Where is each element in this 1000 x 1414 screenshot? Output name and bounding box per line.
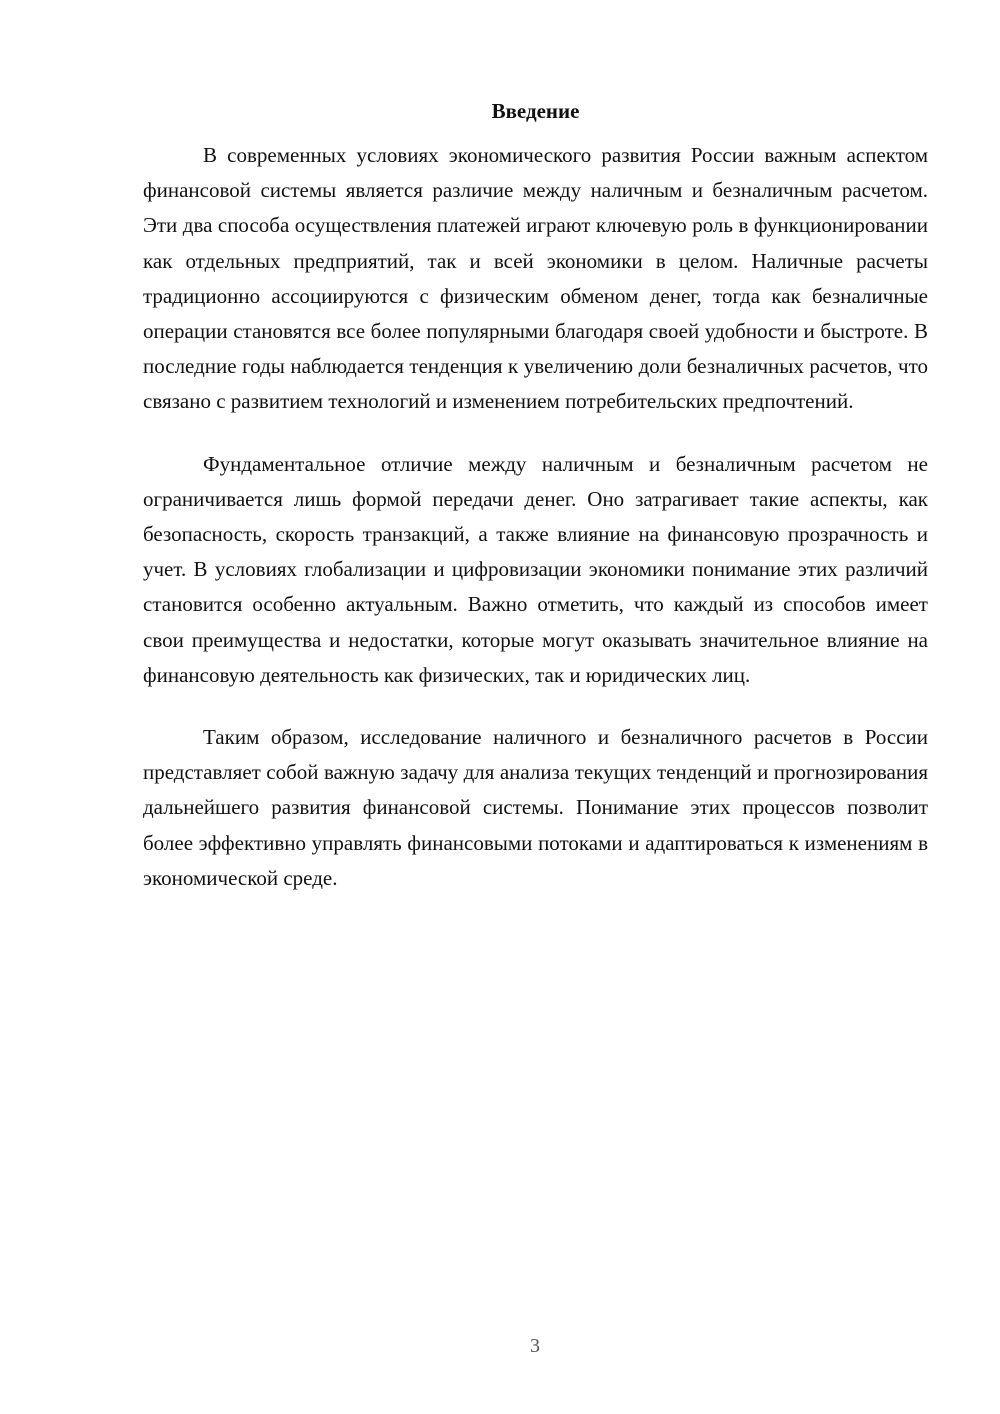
page-number: 3 — [530, 1335, 540, 1357]
paragraph: В современных условиях экономического развития России важным аспектом финансовой системы является различие между наличным и безналичным расчетом. Эти два способа осуществления платежей играют ключевую роль в функционировании как отдельных предприятий, так и всей экономики в целом. Наличные расчеты традиционно ассоциируются с физическим обменом денег, тогда как безналичные операции становятся все более популярными благодаря своей удобности и быстроте. В последние годы наблюдается тенденция к увеличению доли безналичных расчетов, что связано с развитием технологий и изменением потребительских предпочтений. — [143, 143, 928, 414]
paragraph: Таким образом, исследование наличного и безналичного расчетов в России представляет собой важную задачу для анализа текущих тенденций и прогнозирования дальнейшего развития финансовой системы. Понимание этих процессов позволит более эффективно управлять финансовыми потоками и адаптироваться к изменениям в экономической среде. — [143, 725, 928, 890]
page-content — [143, 96, 928, 923]
paragraph: Фундаментальное отличие между наличным и безналичным расчетом не ограничивается лишь формой передачи денег. Оно затрагивает такие аспекты, как безопасность, скорость транзакций, а также влияние на финансовую прозрачность и учет. В условиях глобализации и цифровизации экономики понимание этих различий становится особенно актуальным. Важно отметить, что каждый из способов имеет свои преимущества и недостатки, которые могут оказывать значительное влияние на финансовую деятельность как физических, так и юридических лиц. — [143, 451, 928, 687]
section-title: Введение — [491, 99, 580, 123]
